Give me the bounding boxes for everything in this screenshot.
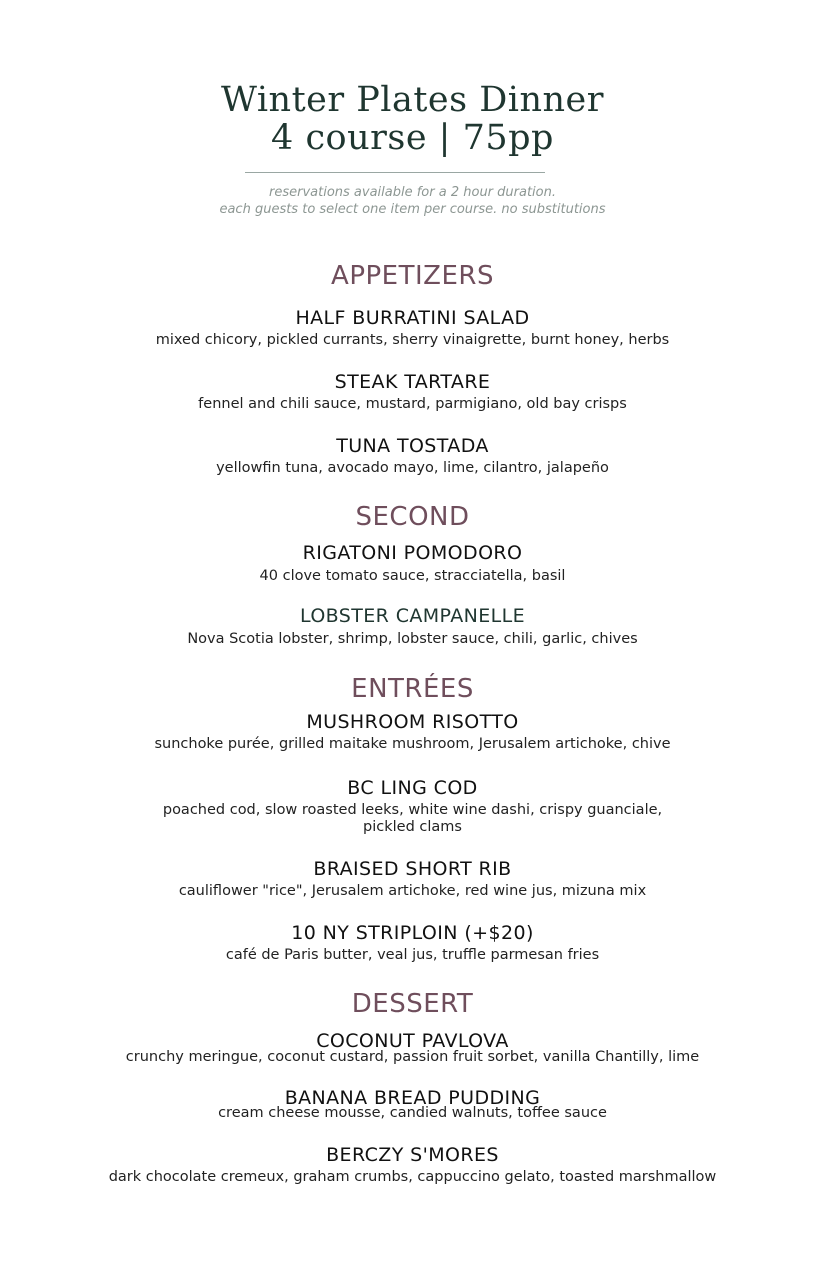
dish-name: STEAK TARTARE xyxy=(334,371,491,393)
dish-description: cream cheese mousse, candied walnuts, toffee sauce xyxy=(218,1105,607,1121)
selection-note: each guests to select one item per course. no substitutions xyxy=(219,202,606,217)
dish-name: BANANA BREAD PUDDING xyxy=(284,1087,541,1109)
dish-description: sunchoke purée, grilled maitake mushroom, Jerusalem artichoke, chive xyxy=(154,736,671,752)
section-heading-second: SECOND xyxy=(355,502,470,532)
menu-subtitle: 4 course | 75pp xyxy=(271,118,554,158)
dish-name: LOBSTER CAMPANELLE xyxy=(300,605,525,627)
section-heading-entrees: ENTRÉES xyxy=(351,674,474,704)
dish-name: BRAISED SHORT RIB xyxy=(313,858,512,880)
reservation-note: reservations available for a 2 hour duration. xyxy=(269,185,556,200)
dish-name: TUNA TOSTADA xyxy=(336,435,489,457)
dish-name: COCONUT PAVLOVA xyxy=(316,1030,509,1052)
section-heading-appetizers: APPETIZERS xyxy=(331,261,494,291)
menu-title: Winter Plates Dinner xyxy=(221,80,604,120)
dish-name: 10 NY STRIPLOIN (+$20) xyxy=(291,922,534,944)
dish-name: MUSHROOM RISOTTO xyxy=(306,711,519,733)
dish-name: BC LING COD xyxy=(347,777,478,799)
title-divider xyxy=(245,172,545,173)
dish-description: café de Paris butter, veal jus, truffle parmesan fries xyxy=(225,947,600,963)
dish-name: HALF BURRATINI SALAD xyxy=(295,307,530,329)
dish-description: yellowfin tuna, avocado mayo, lime, cilantro, jalapeño xyxy=(216,460,609,476)
dish-description: poached cod, slow roasted leeks, white wine dashi, crispy guanciale, xyxy=(162,802,663,818)
dish-description: 40 clove tomato sauce, stracciatella, basil xyxy=(259,568,566,584)
dish-description: fennel and chili sauce, mustard, parmigiano, old bay crisps xyxy=(198,396,627,412)
dish-description: mixed chicory, pickled currants, sherry vinaigrette, burnt honey, herbs xyxy=(155,332,670,348)
dish-description: cauliflower "rice", Jerusalem artichoke, red wine jus, mizuna mix xyxy=(178,883,647,899)
dish-name: RIGATONI POMODORO xyxy=(302,542,523,564)
dish-name: BERCZY S'MORES xyxy=(326,1144,499,1166)
dish-description: Nova Scotia lobster, shrimp, lobster sauce, chili, garlic, chives xyxy=(187,631,638,647)
dish-description: crunchy meringue, coconut custard, passion fruit sorbet, vanilla Chantilly, lime xyxy=(125,1049,700,1065)
dish-description: dark chocolate cremeux, graham crumbs, cappuccino gelato, toasted marshmallow xyxy=(108,1169,717,1185)
section-heading-dessert: DESSERT xyxy=(351,989,474,1019)
dish-description: pickled clams xyxy=(363,819,462,835)
